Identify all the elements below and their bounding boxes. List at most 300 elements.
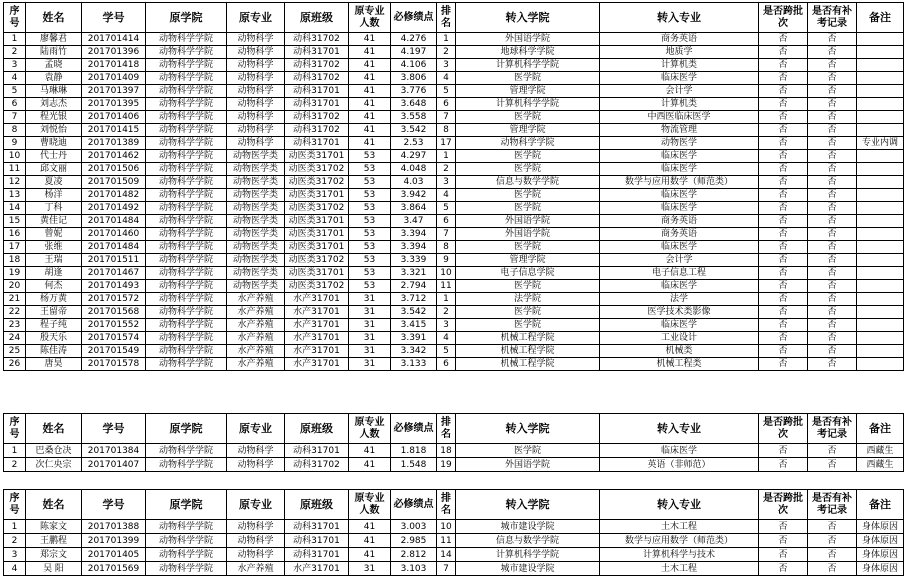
orig-size-cell: 53 <box>349 189 391 202</box>
gpa-cell: 3.776 <box>391 85 437 98</box>
name-cell: 袁静 <box>26 72 82 85</box>
makeup-cell: 否 <box>808 72 857 85</box>
new-college-cell: 医学院 <box>456 189 600 202</box>
gpa-cell: 2.812 <box>391 548 437 562</box>
rank-cell: 1 <box>437 293 456 306</box>
header-new-college: 转入学院 <box>456 414 600 444</box>
header-row <box>4 3 904 33</box>
new-college-cell: 地球科学学院 <box>456 46 600 59</box>
rank-cell: 9 <box>437 254 456 267</box>
seq-cell: 4 <box>4 562 26 576</box>
name-cell: 吴 阳 <box>26 562 82 576</box>
orig-class-cell: 水产31701 <box>285 319 349 332</box>
cross-batch-cell: 否 <box>759 150 808 163</box>
rank-cell: 8 <box>437 124 456 137</box>
orig-college-cell: 动物科学学院 <box>146 33 227 46</box>
header-rank: 排名 <box>437 3 456 33</box>
orig-class-cell: 动科31701 <box>285 46 349 59</box>
header-row <box>4 490 904 520</box>
gpa-cell: 3.415 <box>391 319 437 332</box>
table-row <box>4 98 904 111</box>
seq-cell: 7 <box>4 111 26 124</box>
cross-batch-cell: 否 <box>759 319 808 332</box>
new-major-cell: 临床医学 <box>600 280 759 293</box>
new-major-cell: 商务英语 <box>600 228 759 241</box>
header-rank: 排名 <box>437 490 456 520</box>
header-orig-major: 原专业 <box>227 490 285 520</box>
orig-major-cell: 动物科学 <box>227 33 285 46</box>
seq-cell: 12 <box>4 176 26 189</box>
orig-size-cell: 41 <box>349 111 391 124</box>
new-college-cell: 管理学院 <box>456 254 600 267</box>
seq-cell: 9 <box>4 137 26 150</box>
orig-class-cell: 动医类31702 <box>285 280 349 293</box>
orig-college-cell: 动物科学学院 <box>146 345 227 358</box>
student-id-cell: 201701484 <box>82 241 146 254</box>
cross-batch-cell: 否 <box>759 137 808 150</box>
new-college-cell: 法学院 <box>456 293 600 306</box>
orig-size-cell: 31 <box>349 306 391 319</box>
header-orig-major: 原专业 <box>227 414 285 444</box>
gpa-cell: 3.942 <box>391 189 437 202</box>
new-major-cell: 数学与应用数学（师范类） <box>600 534 759 548</box>
new-major-cell: 商务英语 <box>600 33 759 46</box>
student-id-cell: 201701484 <box>82 215 146 228</box>
note-cell <box>857 150 904 163</box>
new-major-cell: 机械工程类 <box>600 358 759 371</box>
student-id-cell: 201701511 <box>82 254 146 267</box>
rank-cell: 10 <box>437 267 456 280</box>
name-cell: 胡逢 <box>26 267 82 280</box>
table-row <box>4 458 904 472</box>
table-row <box>4 202 904 215</box>
makeup-cell: 否 <box>808 163 857 176</box>
table-row <box>4 228 904 241</box>
orig-college-cell: 动物科学学院 <box>146 562 227 576</box>
cross-batch-cell: 否 <box>759 228 808 241</box>
orig-size-cell: 41 <box>349 59 391 72</box>
rank-cell: 17 <box>437 137 456 150</box>
orig-college-cell: 动物科学学院 <box>146 98 227 111</box>
orig-class-cell: 动科31701 <box>285 534 349 548</box>
name-cell: 程光银 <box>26 111 82 124</box>
new-major-cell: 会计学 <box>600 85 759 98</box>
orig-college-cell: 动物科学学院 <box>146 332 227 345</box>
new-college-cell: 医学院 <box>456 306 600 319</box>
orig-college-cell: 动物科学学院 <box>146 306 227 319</box>
rank-cell: 6 <box>437 358 456 371</box>
orig-college-cell: 动物科学学院 <box>146 228 227 241</box>
orig-college-cell: 动物科学学院 <box>146 202 227 215</box>
new-college-cell: 动物科学学院 <box>456 137 600 150</box>
table-row <box>4 293 904 306</box>
seq-cell: 14 <box>4 202 26 215</box>
orig-size-cell: 53 <box>349 176 391 189</box>
orig-size-cell: 41 <box>349 548 391 562</box>
orig-college-cell: 动物科学学院 <box>146 124 227 137</box>
makeup-cell: 否 <box>808 202 857 215</box>
table-row <box>4 137 904 150</box>
note-cell: 西藏生 <box>857 444 904 458</box>
new-college-cell: 医学院 <box>456 150 600 163</box>
orig-size-cell: 53 <box>349 150 391 163</box>
rank-cell: 1 <box>437 150 456 163</box>
orig-college-cell: 动物科学学院 <box>146 293 227 306</box>
orig-major-cell: 水产养殖 <box>227 332 285 345</box>
table-row <box>4 111 904 124</box>
header-seq: 序号 <box>4 3 26 33</box>
header-seq: 序号 <box>4 414 26 444</box>
note-cell <box>857 293 904 306</box>
orig-college-cell: 动物科学学院 <box>146 358 227 371</box>
orig-size-cell: 53 <box>349 163 391 176</box>
table-row <box>4 534 904 548</box>
name-cell: 夏凌 <box>26 176 82 189</box>
makeup-cell: 否 <box>808 306 857 319</box>
new-major-cell: 临床医学 <box>600 150 759 163</box>
student-id-cell: 201701462 <box>82 150 146 163</box>
table-row <box>4 254 904 267</box>
header-makeup: 是否有补考记录 <box>808 414 857 444</box>
note-cell <box>857 124 904 137</box>
seq-cell: 20 <box>4 280 26 293</box>
student-id-cell: 201701388 <box>82 520 146 534</box>
cross-batch-cell: 否 <box>759 72 808 85</box>
makeup-cell: 否 <box>808 33 857 46</box>
header-id: 学号 <box>82 490 146 520</box>
orig-college-cell: 动物科学学院 <box>146 319 227 332</box>
orig-class-cell: 动医类31701 <box>285 150 349 163</box>
gpa-cell: 4.106 <box>391 59 437 72</box>
name-cell: 王鹏程 <box>26 534 82 548</box>
orig-major-cell: 动物医学类 <box>227 163 285 176</box>
orig-class-cell: 动医类31701 <box>285 241 349 254</box>
cross-batch-cell: 否 <box>759 280 808 293</box>
new-college-cell: 机械工程学院 <box>456 358 600 371</box>
student-id-cell: 201701578 <box>82 358 146 371</box>
orig-size-cell: 53 <box>349 228 391 241</box>
cross-batch-cell: 否 <box>759 98 808 111</box>
new-college-cell: 计算机科学学院 <box>456 548 600 562</box>
rank-cell: 18 <box>437 444 456 458</box>
table-row <box>4 215 904 228</box>
seq-cell: 25 <box>4 345 26 358</box>
rank-cell: 3 <box>437 319 456 332</box>
new-college-cell: 机械工程学院 <box>456 332 600 345</box>
makeup-cell: 否 <box>808 98 857 111</box>
note-cell <box>857 111 904 124</box>
rank-cell: 11 <box>437 534 456 548</box>
cross-batch-cell: 否 <box>759 85 808 98</box>
student-id-cell: 201701397 <box>82 85 146 98</box>
new-college-cell: 医学院 <box>456 111 600 124</box>
orig-college-cell: 动物科学学院 <box>146 72 227 85</box>
orig-class-cell: 动医类31702 <box>285 202 349 215</box>
orig-class-cell: 动科31701 <box>285 85 349 98</box>
name-cell: 程子纯 <box>26 319 82 332</box>
orig-class-cell: 动科31702 <box>285 59 349 72</box>
table-row <box>4 520 904 534</box>
cross-batch-cell: 否 <box>759 163 808 176</box>
student-id-cell: 201701407 <box>82 458 146 472</box>
rank-cell: 6 <box>437 215 456 228</box>
orig-major-cell: 动物医学类 <box>227 215 285 228</box>
makeup-cell: 否 <box>808 124 857 137</box>
orig-college-cell: 动物科学学院 <box>146 534 227 548</box>
orig-size-cell: 53 <box>349 241 391 254</box>
name-cell: 巴桑仓决 <box>26 444 82 458</box>
orig-size-cell: 31 <box>349 319 391 332</box>
cross-batch-cell: 否 <box>759 33 808 46</box>
gpa-cell: 3.103 <box>391 562 437 576</box>
student-id-cell: 201701574 <box>82 332 146 345</box>
new-major-cell: 计算机科学与技术 <box>600 548 759 562</box>
rank-cell: 4 <box>437 72 456 85</box>
name-cell: 王瑞 <box>26 254 82 267</box>
makeup-cell: 否 <box>808 458 857 472</box>
makeup-cell: 否 <box>808 137 857 150</box>
new-major-cell: 临床医学 <box>600 241 759 254</box>
orig-major-cell: 动物科学 <box>227 85 285 98</box>
orig-major-cell: 动物科学 <box>227 124 285 137</box>
note-cell <box>857 33 904 46</box>
new-major-cell: 临床医学 <box>600 163 759 176</box>
makeup-cell: 否 <box>808 215 857 228</box>
orig-class-cell: 水产31701 <box>285 293 349 306</box>
orig-college-cell: 动物科学学院 <box>146 520 227 534</box>
orig-college-cell: 动物科学学院 <box>146 548 227 562</box>
header-orig-class: 原班级 <box>285 490 349 520</box>
table-row <box>4 548 904 562</box>
rank-cell: 5 <box>437 85 456 98</box>
table-row <box>4 150 904 163</box>
transfer-table-health <box>3 489 904 576</box>
student-id-cell: 201701493 <box>82 280 146 293</box>
gpa-cell: 3.003 <box>391 520 437 534</box>
makeup-cell: 否 <box>808 150 857 163</box>
orig-college-cell: 动物科学学院 <box>146 267 227 280</box>
note-cell <box>857 228 904 241</box>
makeup-cell: 否 <box>808 345 857 358</box>
rank-cell: 8 <box>437 241 456 254</box>
makeup-cell: 否 <box>808 319 857 332</box>
cross-batch-cell: 否 <box>759 254 808 267</box>
rank-cell: 5 <box>437 202 456 215</box>
cross-batch-cell: 否 <box>759 46 808 59</box>
header-new-college: 转入学院 <box>456 3 600 33</box>
seq-cell: 11 <box>4 163 26 176</box>
orig-class-cell: 动医类31702 <box>285 163 349 176</box>
header-id: 学号 <box>82 414 146 444</box>
new-college-cell: 医学院 <box>456 241 600 254</box>
orig-college-cell: 动物科学学院 <box>146 46 227 59</box>
gpa-cell: 3.339 <box>391 254 437 267</box>
cross-batch-cell: 否 <box>759 267 808 280</box>
orig-major-cell: 动物科学 <box>227 111 285 124</box>
orig-major-cell: 动物医学类 <box>227 202 285 215</box>
seq-cell: 13 <box>4 189 26 202</box>
orig-class-cell: 动科31701 <box>285 444 349 458</box>
new-college-cell: 城市建设学院 <box>456 562 600 576</box>
orig-size-cell: 41 <box>349 72 391 85</box>
new-major-cell: 临床医学 <box>600 319 759 332</box>
makeup-cell: 否 <box>808 176 857 189</box>
orig-class-cell: 动科31701 <box>285 520 349 534</box>
makeup-cell: 否 <box>808 562 857 576</box>
orig-major-cell: 水产养殖 <box>227 319 285 332</box>
header-cross-batch: 是否跨批次 <box>759 490 808 520</box>
table-row <box>4 444 904 458</box>
new-major-cell: 工业设计 <box>600 332 759 345</box>
rank-cell: 10 <box>437 520 456 534</box>
note-cell: 西藏生 <box>857 458 904 472</box>
table-row <box>4 189 904 202</box>
makeup-cell: 否 <box>808 59 857 72</box>
new-major-cell: 计算机类 <box>600 59 759 72</box>
note-cell: 身体原因 <box>857 534 904 548</box>
orig-size-cell: 41 <box>349 98 391 111</box>
new-college-cell: 医学院 <box>456 202 600 215</box>
name-cell: 丁科 <box>26 202 82 215</box>
cross-batch-cell: 否 <box>759 534 808 548</box>
orig-major-cell: 动物医学类 <box>227 189 285 202</box>
orig-class-cell: 动医类31701 <box>285 215 349 228</box>
orig-class-cell: 动科31701 <box>285 548 349 562</box>
orig-class-cell: 水产31701 <box>285 345 349 358</box>
orig-class-cell: 水产31701 <box>285 332 349 345</box>
orig-size-cell: 53 <box>349 280 391 293</box>
orig-size-cell: 31 <box>349 293 391 306</box>
note-cell: 专业内调 <box>857 137 904 150</box>
note-cell <box>857 98 904 111</box>
note-cell <box>857 85 904 98</box>
header-seq: 序号 <box>4 490 26 520</box>
header-orig-class: 原班级 <box>285 3 349 33</box>
gpa-cell: 3.391 <box>391 332 437 345</box>
transfer-table-tibet <box>3 413 904 472</box>
student-id-cell: 201701384 <box>82 444 146 458</box>
orig-class-cell: 水产31701 <box>285 306 349 319</box>
note-cell <box>857 280 904 293</box>
rank-cell: 2 <box>437 306 456 319</box>
rank-cell: 5 <box>437 345 456 358</box>
orig-size-cell: 41 <box>349 46 391 59</box>
cross-batch-cell: 否 <box>759 59 808 72</box>
orig-class-cell: 动医类31702 <box>285 176 349 189</box>
new-college-cell: 医学院 <box>456 280 600 293</box>
seq-cell: 10 <box>4 150 26 163</box>
orig-college-cell: 动物科学学院 <box>146 458 227 472</box>
seq-cell: 24 <box>4 332 26 345</box>
makeup-cell: 否 <box>808 267 857 280</box>
orig-size-cell: 31 <box>349 562 391 576</box>
new-college-cell: 管理学院 <box>456 124 600 137</box>
rank-cell: 11 <box>437 280 456 293</box>
orig-college-cell: 动物科学学院 <box>146 215 227 228</box>
table-row <box>4 124 904 137</box>
student-id-cell: 201701568 <box>82 306 146 319</box>
student-id-cell: 201701506 <box>82 163 146 176</box>
student-id-cell: 201701395 <box>82 98 146 111</box>
seq-cell: 1 <box>4 33 26 46</box>
gpa-cell: 3.342 <box>391 345 437 358</box>
makeup-cell: 否 <box>808 228 857 241</box>
student-id-cell: 201701414 <box>82 33 146 46</box>
new-major-cell: 医学技术类影像 <box>600 306 759 319</box>
new-major-cell: 机械类 <box>600 345 759 358</box>
new-major-cell: 动物医学 <box>600 137 759 150</box>
new-major-cell: 临床医学 <box>600 202 759 215</box>
makeup-cell: 否 <box>808 358 857 371</box>
name-cell: 刘志杰 <box>26 98 82 111</box>
note-cell <box>857 189 904 202</box>
cross-batch-cell: 否 <box>759 202 808 215</box>
rank-cell: 4 <box>437 189 456 202</box>
orig-size-cell: 53 <box>349 254 391 267</box>
name-cell: 黄佳记 <box>26 215 82 228</box>
header-row <box>4 414 904 444</box>
orig-major-cell: 动物医学类 <box>227 228 285 241</box>
orig-class-cell: 动科31702 <box>285 458 349 472</box>
name-cell: 陆雨竹 <box>26 46 82 59</box>
gpa-cell: 3.47 <box>391 215 437 228</box>
orig-major-cell: 动物科学 <box>227 458 285 472</box>
orig-major-cell: 动物科学 <box>227 59 285 72</box>
header-orig-major: 原专业 <box>227 3 285 33</box>
table-row <box>4 280 904 293</box>
student-id-cell: 201701492 <box>82 202 146 215</box>
rank-cell: 1 <box>437 33 456 46</box>
orig-college-cell: 动物科学学院 <box>146 254 227 267</box>
rank-cell: 2 <box>437 46 456 59</box>
header-gpa: 必修绩点 <box>391 414 437 444</box>
name-cell: 郑宗文 <box>26 548 82 562</box>
seq-cell: 18 <box>4 254 26 267</box>
new-college-cell: 医学院 <box>456 319 600 332</box>
rank-cell: 19 <box>437 458 456 472</box>
orig-size-cell: 41 <box>349 137 391 150</box>
cross-batch-cell: 否 <box>759 345 808 358</box>
seq-cell: 3 <box>4 548 26 562</box>
seq-cell: 3 <box>4 59 26 72</box>
gpa-cell: 4.048 <box>391 163 437 176</box>
orig-major-cell: 水产养殖 <box>227 358 285 371</box>
orig-major-cell: 动物科学 <box>227 46 285 59</box>
student-id-cell: 201701406 <box>82 111 146 124</box>
rank-cell: 3 <box>437 176 456 189</box>
student-id-cell: 201701389 <box>82 137 146 150</box>
orig-size-cell: 31 <box>349 358 391 371</box>
cross-batch-cell: 否 <box>759 562 808 576</box>
gpa-cell: 4.03 <box>391 176 437 189</box>
new-college-cell: 外国语学院 <box>456 228 600 241</box>
makeup-cell: 否 <box>808 241 857 254</box>
gpa-cell: 4.197 <box>391 46 437 59</box>
orig-college-cell: 动物科学学院 <box>146 280 227 293</box>
seq-cell: 2 <box>4 458 26 472</box>
header-note: 备注 <box>857 414 904 444</box>
orig-major-cell: 动物医学类 <box>227 150 285 163</box>
seq-cell: 19 <box>4 267 26 280</box>
name-cell: 杨洋 <box>26 189 82 202</box>
makeup-cell: 否 <box>808 520 857 534</box>
orig-class-cell: 动医类31701 <box>285 189 349 202</box>
new-college-cell: 计算机科学学院 <box>456 59 600 72</box>
orig-major-cell: 动物医学类 <box>227 267 285 280</box>
seq-cell: 16 <box>4 228 26 241</box>
table-row <box>4 345 904 358</box>
name-cell: 代士丹 <box>26 150 82 163</box>
